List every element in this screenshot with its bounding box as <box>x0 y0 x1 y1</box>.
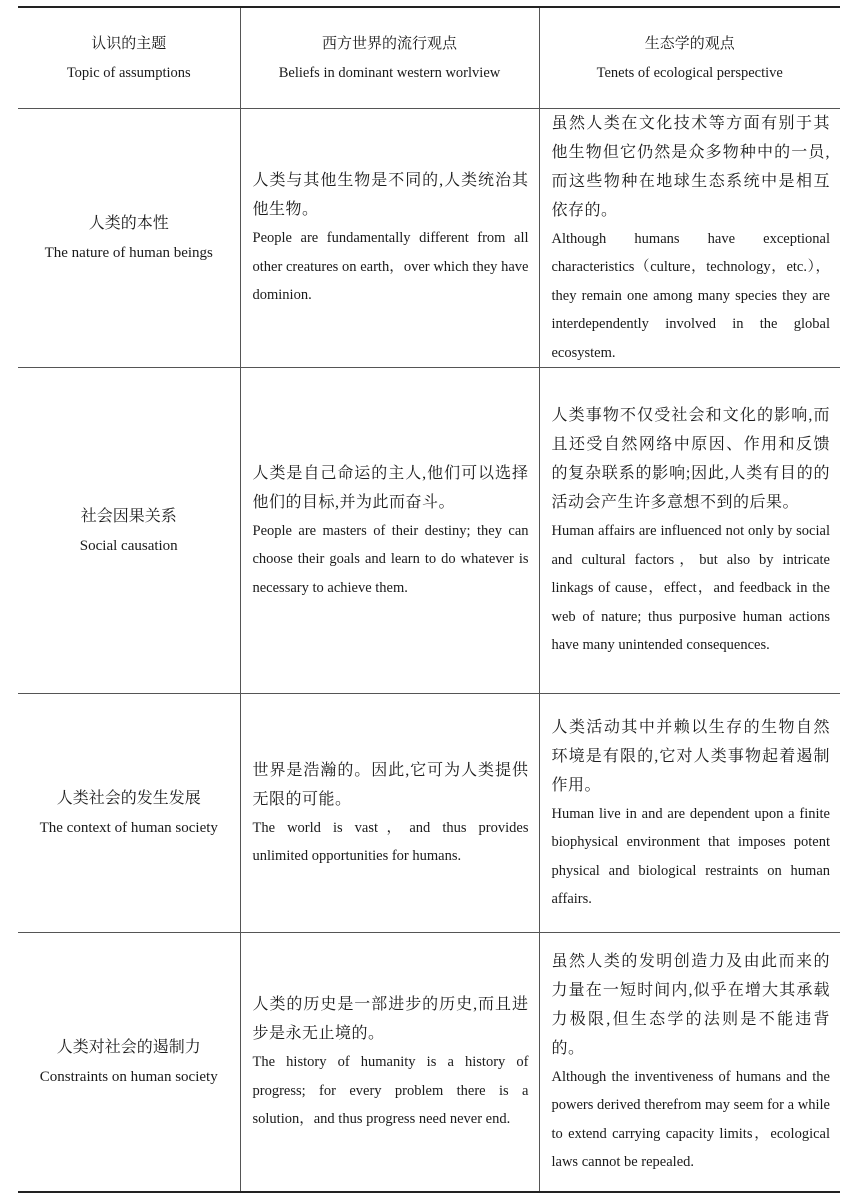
ecological-cell <box>539 108 840 368</box>
ecological-cell <box>539 368 840 694</box>
topic-cell <box>18 108 240 368</box>
topic-cell <box>18 368 240 694</box>
ecological-cell <box>539 933 840 1192</box>
header-western-zh: 西方世界的流行观点 <box>321 35 457 52</box>
western-cell <box>240 368 539 694</box>
comparison-table <box>18 6 840 1193</box>
table-header-row <box>18 7 840 108</box>
ecological-en: Human live in and are dependent upon a finite biophysical environment that imposes potent physical and biological restraints on human affairs. <box>551 805 830 907</box>
topic-cell <box>18 694 240 933</box>
western-en: People are fundamentally different from all other creatures on earth，over which they have dominion. <box>252 230 529 303</box>
western-cell <box>240 694 539 933</box>
western-en: People are masters of their destiny; they can choose their goals and learn to do whatever is necessary to achieve them. <box>252 522 529 596</box>
header-western <box>240 7 539 108</box>
topic-en: Constraints on human society <box>39 1068 218 1085</box>
header-ecological-en: Tenets of ecological perspective <box>596 64 783 81</box>
topic-en: The nature of human beings <box>44 244 213 261</box>
topic-zh: 人类的本性 <box>88 214 169 232</box>
western-cell <box>240 933 539 1192</box>
ecological-zh: 人类事物不仅受社会和文化的影响,而且还受自然网络中原因、作用和反馈的复杂联系的影响;因此,人类有目的的活动会产生许多意想不到的后果。 <box>551 407 830 512</box>
table-row <box>18 368 840 694</box>
western-en: The history of humanity is a history of progress; for every problem there is a solution，and thus progress need never end. <box>252 1054 529 1127</box>
ecological-en: Human affairs are influenced not only by social and cultural factors，but also by intricate linkags of cause，effect，and feedback in the web of nature; thus purposive human actions have many unintended consequences. <box>551 523 830 654</box>
header-ecological-zh: 生态学的观点 <box>644 35 735 52</box>
western-zh: 人类的历史是一部进步的历史,而且进步是永无止境的。 <box>252 996 529 1042</box>
topic-zh: 社会因果关系 <box>80 507 177 525</box>
table-row <box>18 694 840 933</box>
table-row <box>18 108 840 368</box>
western-zh: 世界是浩瀚的。因此,它可为人类提供无限的可能。 <box>252 761 529 808</box>
western-cell <box>240 108 539 368</box>
topic-zh: 人类社会的发生发展 <box>56 790 201 807</box>
ecological-zh: 虽然人类在文化技术等方面有别于其他生物但它仍然是众多物种中的一员,而这些物种在地球生态系统中是相互依存的。 <box>551 114 830 219</box>
ecological-en: Although the inventiveness of humans and the powers derived therefrom may seem for a while to extend carrying capacity limits，ecological laws cannot be repealed. <box>551 1068 830 1171</box>
topic-zh: 人类对社会的遏制力 <box>56 1038 201 1056</box>
header-topic <box>18 7 240 108</box>
table-row <box>18 933 840 1192</box>
header-topic-zh: 认识的主题 <box>91 35 167 52</box>
western-en: The world is vast，and thus provides unlimited opportunities for humans. <box>252 819 529 864</box>
header-ecological <box>539 7 840 108</box>
ecological-zh: 人类活动其中并赖以生存的生物自然环境是有限的,它对人类事物起着遏制作用。 <box>551 718 830 794</box>
header-western-en: Beliefs in dominant western worlview <box>278 64 501 81</box>
header-topic-en: Topic of assumptions <box>66 64 191 81</box>
topic-en: The context of human society <box>39 820 218 836</box>
western-zh: 人类与其他生物是不同的,人类统治其他生物。 <box>252 172 529 218</box>
ecological-cell <box>539 694 840 933</box>
ecological-en: Although humans have exceptional characteristics（culture，technology，etc.），they remain one among many species they are interdependently involved in the global ecosystem. <box>551 230 830 361</box>
ecological-zh: 虽然人类的发明创造力及由此而来的力量在一短时间内,似乎在增大其承载力极限,但生态学的法则是不能违背的。 <box>551 952 830 1057</box>
topic-cell <box>18 933 240 1192</box>
topic-en: Social causation <box>79 537 178 554</box>
western-zh: 人类是自己命运的主人,他们可以选择他们的目标,并为此而奋斗。 <box>252 464 529 511</box>
